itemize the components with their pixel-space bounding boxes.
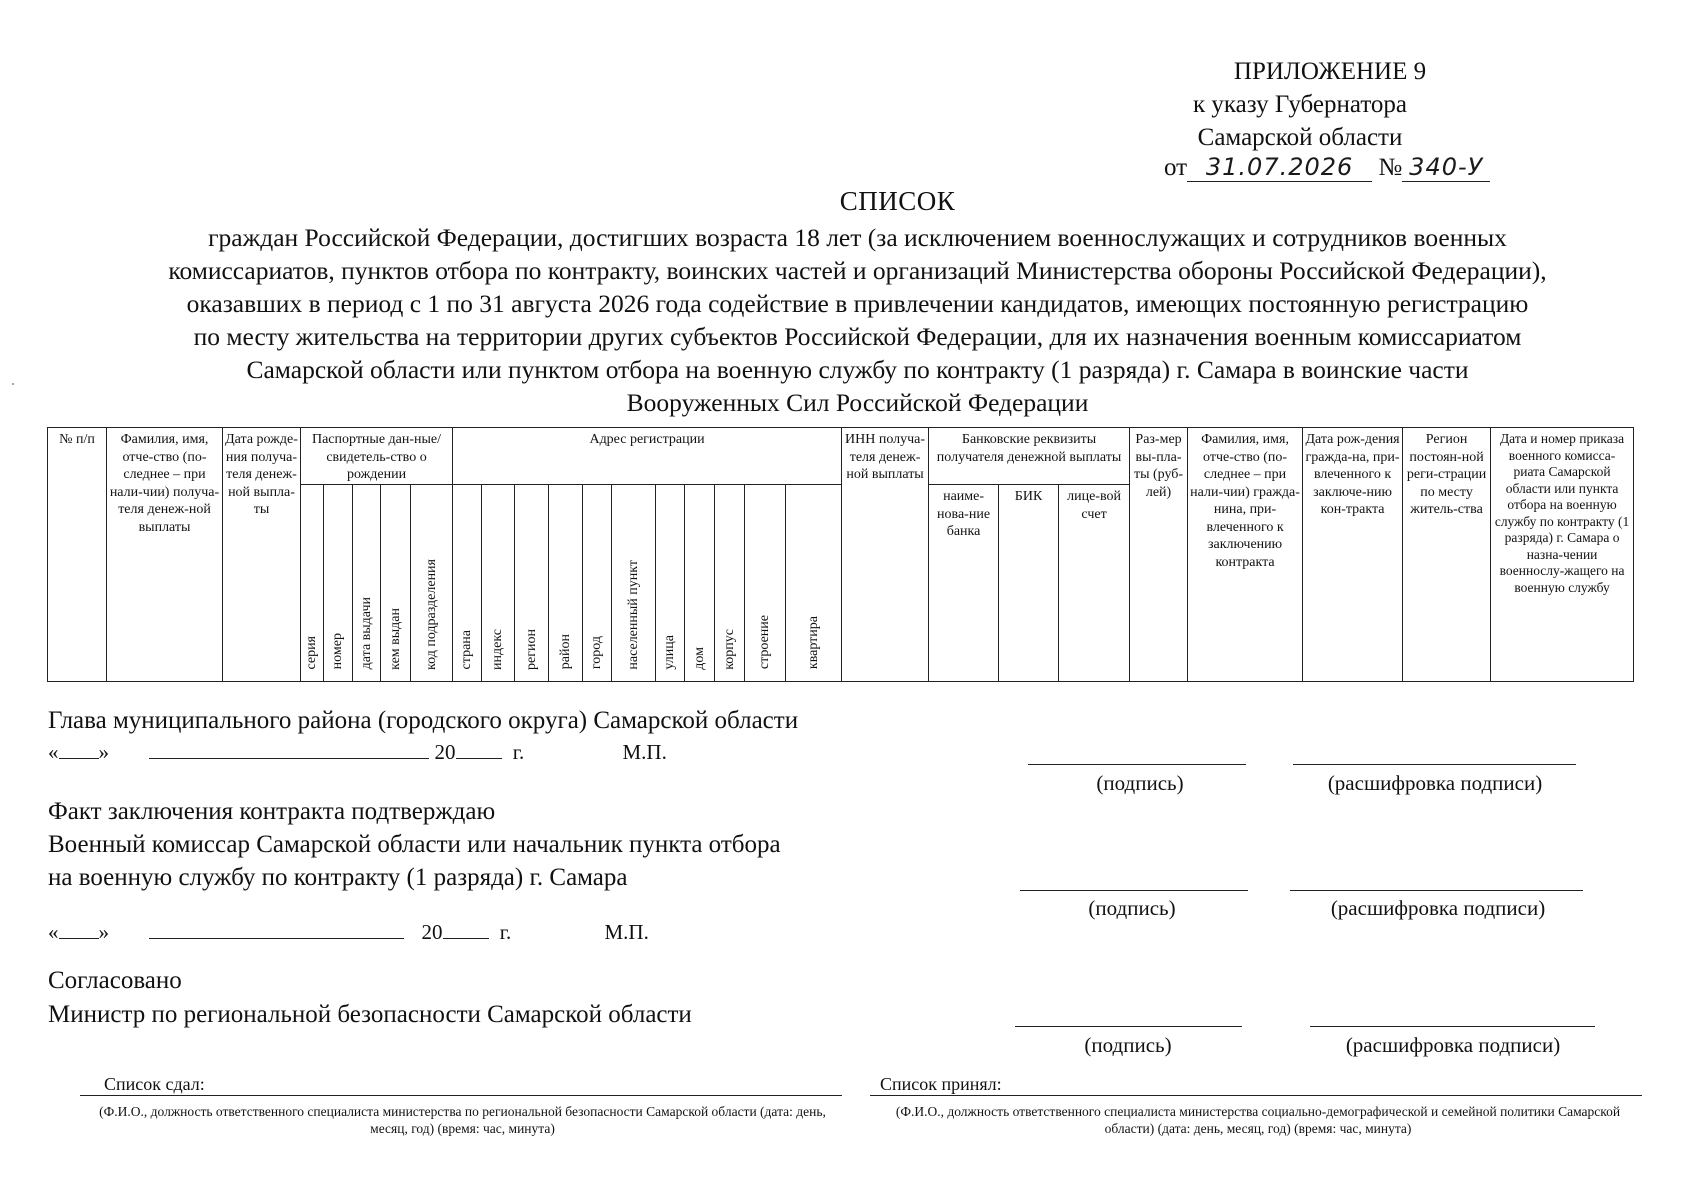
header-bank-group: Банковские реквизиты получателя денежной выплаты [929,428,1130,485]
appendix-title: ПРИЛОЖЕНИЕ 9 [1233,58,1427,85]
header-address-apartment: квартира [786,485,842,682]
description-line: граждан Российской Федерации, достигших возраста 18 лет (за исключением военнослужащих и сотрудников военных [208,223,1507,252]
order-date-number-line [1164,153,1490,182]
description-line: оказавших в период с 1 по 31 августа 2026 года содействие в привлечении кандидатов, имеющих постоянную регистрацию [186,289,1529,318]
description-line: Вооруженных Сил Российской Федерации [626,388,1089,417]
header-address-index: индекс [482,485,515,682]
header-passport-group: Паспортные дан-ные/ свидетель-ство о рождении [301,428,453,485]
list-handed-label: Список сдал: [104,1074,205,1094]
signature-caption: (подпись) [1084,1033,1172,1057]
header-passport-number: номер [324,485,353,682]
header-address-city: город [583,485,612,682]
handwritten-date: 31.07.2026 [1187,153,1372,182]
header-address-structure: строение [745,485,786,682]
head-date-line: « » 20 г. М.П. [48,740,667,764]
header-registration-region: Регион постоян-ной реги-страции по месту житель-ства [1403,428,1491,682]
agreed-label: Согласовано [48,967,182,994]
header-address-group: Адрес регистрации [453,428,842,485]
contract-confirm-line: Факт заключения контракта подтверждаю [48,798,496,825]
header-address-building: корпус [715,485,745,682]
document-title: СПИСОК [839,186,956,216]
header-address-house: дом [685,485,715,682]
minister-decode-line[interactable] [1310,1026,1595,1027]
description-line: по месту жительства на территории других субъектов Российской Федерации, для их назначения военным комиссариатом [193,322,1522,351]
header-amount: Раз-мер вы-пла-ты (руб-лей) [1130,428,1188,682]
header-recruit-name: Фамилия, имя, отче-ство (по-следнее – при нали-чии) гражда-нина, при-влеченного к заключению контракта [1188,428,1303,682]
decode-caption: (расшифровка подписи) [1330,896,1546,920]
header-passport-issuer: кем выдан [381,485,411,682]
list-received-note: (Ф.И.О., должность ответственного специалиста министерства социально-демографической и семейной политики Самарской области) (дата: день, месяц, год) (время: час, минута) [895,1104,1621,1136]
header-recipient-birthdate: Дата рожде-ния получа-теля денеж-ной выпла-ты [223,428,301,682]
header-address-street: улица [656,485,685,682]
header-passport-series: серия [301,485,324,682]
commissar-signature-line[interactable] [1020,890,1248,891]
appendix-decree-line: к указу Губернатора [1192,91,1408,118]
number-label: № [1378,154,1403,181]
list-received-label: Список принял: [880,1074,1002,1094]
header-inn: ИНН получа-теля денеж-ной выплаты [842,428,929,682]
from-label: от [1164,154,1188,181]
scan-speck [12,383,14,385]
header-bank-account: лице-вой счет [1059,485,1130,682]
signature-caption: (подпись) [1088,896,1176,920]
head-of-municipality-title: Глава муниципального района (городского округа) Самарской области [48,707,799,734]
header-order-date-number: Дата и номер приказа военного комисса-риата Самарской области или пункта отбора на военную службу по контракту (1 разряда) г. Самара о назна-чении военнослу-жащего на военную службу [1491,428,1634,682]
document-description [70,221,1645,419]
minister-signature-line[interactable] [1015,1026,1242,1027]
header-address-country: страна [453,485,482,682]
handwritten-number: 340-У [1402,153,1490,182]
header-bank-bik: БИК [999,485,1059,682]
list-received-line[interactable] [870,1095,1642,1096]
commissar-title-line1: Военный комиссар Самарской области или начальник пункта отбора [48,831,781,858]
header-bank-name: наиме-нова-ние банка [929,485,999,682]
description-line: комиссариатов, пунктов отбора по контракту, воинских частей и организаций Министерства обороны Российской Федерации), [168,256,1547,285]
header-address-district: район [549,485,583,682]
header-recipient-name: Фамилия, имя, отче-ство (по-следнее – при нали-чии) получа-теля денеж-ной выплаты [107,428,223,682]
list-handed-note: (Ф.И.О., должность ответственного специалиста министерства по региональной безопасности Самарской области (дата: день, месяц, год) (время: час, минута) [99,1104,826,1136]
list-handed-line[interactable] [80,1095,842,1096]
appendix-region-line: Самарской области [1197,124,1403,151]
header-row-number: № п/п [48,428,107,682]
recipients-table [47,427,1634,682]
header-recruit-birthdate: Дата рож-дения гражда-на, при-влеченного к заключе-нию кон-тракта [1303,428,1403,682]
commissar-decode-line[interactable] [1290,890,1583,891]
header-address-region: регион [515,485,549,682]
header-address-settlement: населенный пункт [612,485,656,682]
signature-caption: (подпись) [1096,771,1184,795]
decode-caption: (расшифровка подписи) [1345,1033,1561,1057]
head-signature-line[interactable] [1028,764,1246,765]
commissar-title-line2: на военную службу по контракту (1 разряда) г. Самара [48,864,628,891]
header-passport-dept-code: код подразделения [411,485,453,682]
description-line: Самарской области или пунктом отбора на военную службу по контракту (1 разряда) г. Самара в воинские части [246,355,1469,384]
decode-caption: (расшифровка подписи) [1327,771,1543,795]
head-decode-line[interactable] [1293,764,1576,765]
header-passport-issue-date: дата выдачи [353,485,381,682]
minister-title: Министр по региональной безопасности Самарской области [48,1001,692,1028]
commissar-date-line: « » 20 г. М.П. [48,920,649,944]
